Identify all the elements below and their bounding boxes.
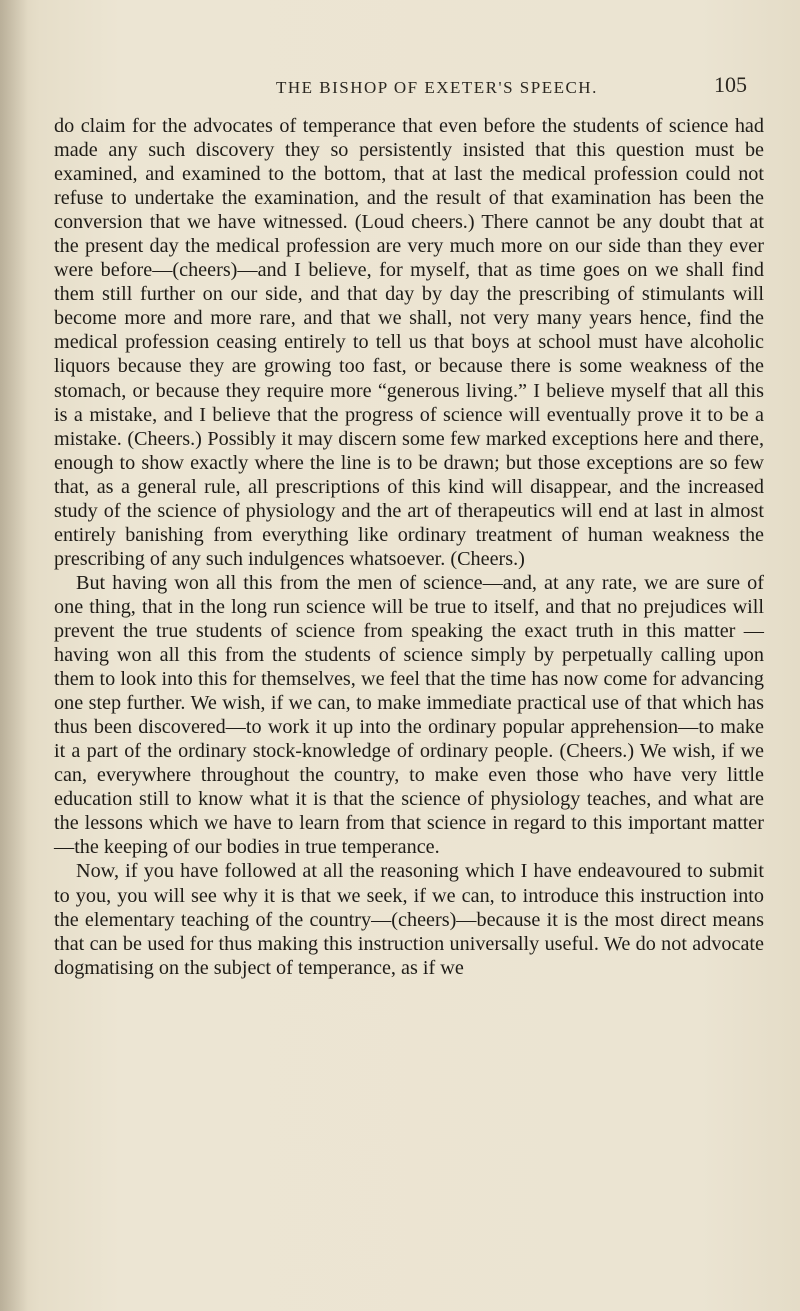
body-text (54, 114, 764, 980)
paragraph-3: Now, if you have followed at all the reasoning which I have endeavoured to submit to you, you will see why it is that we seek, if we can, to introduce this instruction into the elementary teaching of the country—(cheers)—because it is the most direct means that can be used for thus making this instruction universally useful. We do not advocate dogmatising on the subject of temperance, as if we (54, 860, 764, 979)
running-title: THE BISHOP OF EXETER'S SPEECH. (276, 78, 598, 97)
spine-shadow (0, 0, 28, 1311)
paragraph-2: But having won all this from the men of science—and, at any rate, we are sure of one thing, that in the long run science will be true to itself, and that no prejudices will prevent the true students of science from speaking the exact truth in this matter —having won all this from the students of science simply by perpetually calling upon them to look into this for themselves, we feel that the time has now come for advancing one step further. We wish, if we can, to make immediate practical use of that which has thus been discovered—to work it up into the ordinary popular apprehension—to make it a part of the ordinary stock-knowledge of ordinary people. (Cheers.) We wish, if we can, everywhere throughout the country, to make even those who have very little education still to know what it is that the science of physiology teaches, and what are the lessons which we have to learn from that science in regard to this important matter—the keeping of our bodies in true temperance. (54, 571, 764, 859)
paragraph-1: do claim for the advocates of temperance that even before the students of science had made any such discovery they so persistently insisted that this question must be examined, and examined to the bottom, that at last the medical profession could not refuse to undertake the examination, and the result of that examination has been the conversion that we have witnessed. (Loud cheers.) There cannot be any doubt that at the present day the medical profession are very much more on our side than they ever were before—(cheers)—and I believe, for myself, that as time goes on we shall find them still further on our side, and that day by day the prescribing of stimulants will become more and more rare, and that we shall, not very many years hence, find the medical profession ceasing entirely to tell us that boys at school must have alcoholic liquors because they are growing too fast, or because there is some weakness of the stomach, or because they require more “generous living.” I believe myself that all this is a mistake, and I believe that the progress of science will eventually prove it to be a mistake. (Cheers.) Possibly it may discern some few marked exceptions here and there, enough to show exactly where the line is to be drawn; but those exceptions are so few that, as a general rule, all prescriptions of this kind will disappear, and the increased study of the science of physiology and the art of therapeutics will end at last in almost entirely banishing from everything like ordinary treatment of human weakness the prescribing of any such indulgences whatsoever. (Cheers.) (54, 115, 764, 570)
page-number: 105 (714, 72, 747, 97)
